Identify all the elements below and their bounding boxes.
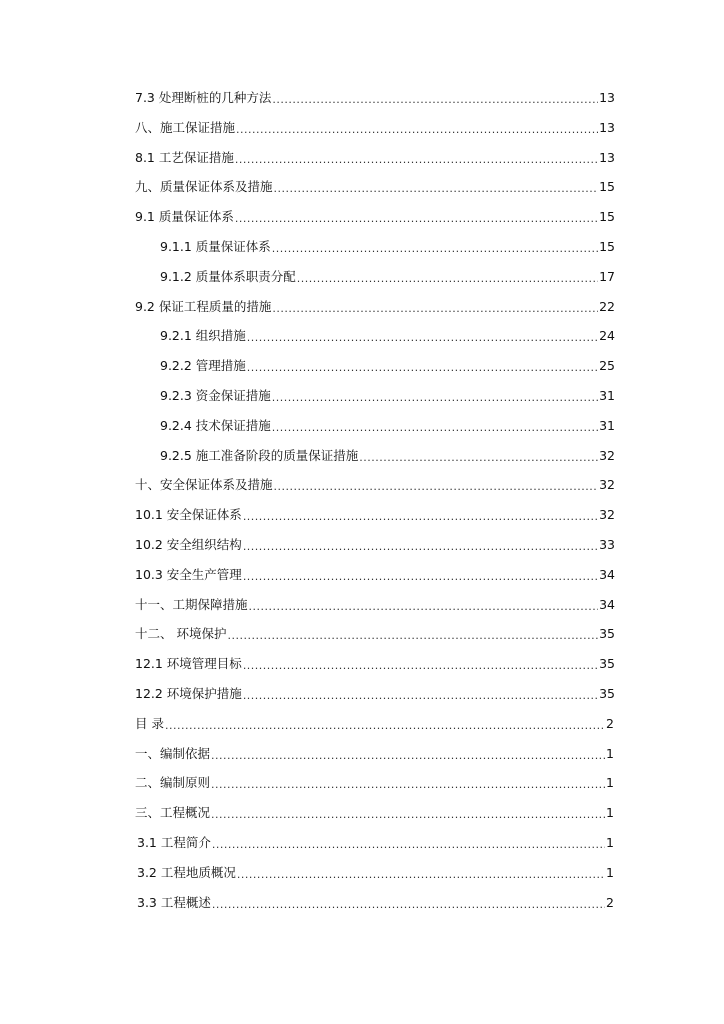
toc-entry-page-number: 1	[606, 745, 614, 761]
toc-dot-leader	[272, 93, 598, 106]
toc-entry[interactable]	[135, 682, 615, 704]
toc-entry[interactable]	[135, 771, 614, 793]
toc-entry-title: 9.2.5 施工准备阶段的质量保证措施	[160, 448, 359, 463]
toc-entry-page-number: 34	[599, 596, 615, 612]
toc-entry-title: 3.1 工程简介	[137, 835, 211, 850]
toc-entry-page-number: 13	[599, 149, 615, 165]
toc-entry-page-number: 13	[599, 89, 615, 105]
toc-entry-page-number: 15	[599, 208, 615, 224]
toc-entry[interactable]	[135, 146, 615, 168]
toc-dot-leader	[211, 749, 605, 762]
toc-entry-page-number: 1	[606, 864, 614, 880]
toc-entry-page-number: 2	[606, 894, 614, 910]
toc-entry-page-number: 15	[599, 178, 615, 194]
toc-dot-leader	[243, 540, 598, 553]
toc-entry[interactable]	[135, 503, 615, 525]
toc-dot-leader	[211, 808, 605, 821]
toc-entry[interactable]	[137, 861, 614, 883]
toc-entry-page-number: 22	[599, 298, 615, 314]
toc-entry[interactable]	[135, 205, 615, 227]
toc-entry-title: 八、施工保证措施	[135, 120, 236, 135]
toc-entry-title: 9.2 保证工程质量的措施	[135, 299, 272, 314]
toc-entry-title: 三、工程概况	[135, 805, 211, 820]
toc-entry[interactable]	[135, 652, 615, 674]
toc-dot-leader	[247, 331, 598, 344]
toc-entry-title: 十二、 环境保护	[135, 626, 227, 641]
toc-entry[interactable]	[160, 384, 615, 406]
toc-entry-title: 12.1 环境管理目标	[135, 656, 242, 671]
toc-entry-page-number: 25	[599, 357, 615, 373]
toc-dot-leader	[249, 600, 599, 613]
toc-entry-page-number: 17	[599, 268, 615, 284]
toc-entry-page-number: 34	[599, 566, 615, 582]
toc-entry[interactable]	[135, 116, 615, 138]
toc-dot-leader	[165, 719, 605, 732]
toc-entry-page-number: 31	[599, 417, 615, 433]
toc-entry[interactable]	[160, 265, 615, 287]
toc-entry-title: 9.2.3 资金保证措施	[160, 388, 271, 403]
toc-entry-title: 3.2 工程地质概况	[137, 865, 236, 880]
toc-entry[interactable]	[135, 473, 615, 495]
toc-entry[interactable]	[135, 533, 615, 555]
toc-entry-title: 10.1 安全保证体系	[135, 507, 242, 522]
toc-entry-page-number: 32	[599, 476, 615, 492]
toc-entry-page-number: 31	[599, 387, 615, 403]
toc-entry-page-number: 32	[599, 506, 615, 522]
toc-dot-leader	[227, 629, 598, 642]
toc-dot-leader	[297, 272, 598, 285]
toc-dot-leader	[272, 391, 598, 404]
toc-entry-page-number: 35	[599, 655, 615, 671]
toc-entry-page-number: 32	[599, 447, 615, 463]
toc-entry-page-number: 2	[606, 715, 614, 731]
toc-dot-leader	[243, 570, 598, 583]
toc-entry[interactable]	[160, 235, 615, 257]
toc-dot-leader	[212, 898, 605, 911]
toc-entry[interactable]	[137, 831, 614, 853]
toc-entry-title: 9.2.4 技术保证措施	[160, 418, 271, 433]
toc-entry-title: 十一、工期保障措施	[135, 597, 248, 612]
toc-dot-leader	[243, 659, 598, 672]
toc-entry-page-number: 1	[606, 774, 614, 790]
toc-entry[interactable]	[135, 742, 614, 764]
toc-entry-title: 10.2 安全组织结构	[135, 537, 242, 552]
toc-entry[interactable]	[160, 354, 615, 376]
toc-entry[interactable]	[135, 801, 614, 823]
toc-entry[interactable]	[135, 295, 615, 317]
toc-entry[interactable]	[135, 86, 615, 108]
toc-entry-title: 7.3 处理断桩的几种方法	[135, 90, 272, 105]
toc-dot-leader	[359, 451, 598, 464]
toc-entry-page-number: 1	[606, 804, 614, 820]
toc-entry[interactable]	[137, 891, 614, 913]
toc-dot-leader	[235, 212, 598, 225]
toc-dot-leader	[243, 689, 598, 702]
toc-dot-leader	[243, 510, 598, 523]
toc-entry-title: 九、质量保证体系及措施	[135, 179, 273, 194]
toc-entry-page-number: 13	[599, 119, 615, 135]
toc-entry[interactable]	[160, 324, 615, 346]
toc-dot-leader	[247, 361, 598, 374]
toc-dot-leader	[272, 242, 598, 255]
toc-entry-title: 3.3 工程概述	[137, 895, 211, 910]
toc-entry-title: 10.3 安全生产管理	[135, 567, 242, 582]
toc-entry-page-number: 15	[599, 238, 615, 254]
toc-entry-title: 9.1 质量保证体系	[135, 209, 234, 224]
toc-entry-page-number: 35	[599, 625, 615, 641]
toc-entry-page-number: 33	[599, 536, 615, 552]
toc-entry[interactable]	[135, 622, 615, 644]
toc-entry-title: 12.2 环境保护措施	[135, 686, 242, 701]
toc-entry-title: 9.2.1 组织措施	[160, 328, 246, 343]
toc-dot-leader	[272, 421, 598, 434]
toc-entry-title: 十、安全保证体系及措施	[135, 477, 273, 492]
toc-entry[interactable]	[135, 593, 615, 615]
toc-entry-title: 9.2.2 管理措施	[160, 358, 246, 373]
toc-entry-page-number: 1	[606, 834, 614, 850]
toc-entry[interactable]	[135, 175, 615, 197]
toc-dot-leader	[235, 153, 598, 166]
toc-entry-title: 目 录	[135, 716, 164, 731]
toc-entry[interactable]	[160, 444, 615, 466]
toc-dot-leader	[274, 480, 599, 493]
toc-entry-title: 一、编制依据	[135, 746, 211, 761]
toc-entry-title: 9.1.1 质量保证体系	[160, 239, 271, 254]
toc-dot-leader	[211, 778, 605, 791]
toc-dot-leader	[274, 182, 599, 195]
toc-entry-page-number: 24	[599, 327, 615, 343]
toc-entry-page-number: 35	[599, 685, 615, 701]
toc-entry[interactable]	[160, 414, 615, 436]
toc-entry-title: 8.1 工艺保证措施	[135, 150, 234, 165]
toc-dot-leader	[272, 302, 598, 315]
toc-entry-title: 二、编制原则	[135, 775, 211, 790]
toc-dot-leader	[236, 123, 598, 136]
toc-dot-leader	[237, 868, 605, 881]
toc-entry[interactable]	[135, 563, 615, 585]
toc-dot-leader	[212, 838, 605, 851]
toc-entry[interactable]	[135, 712, 614, 734]
toc-entry-title: 9.1.2 质量体系职责分配	[160, 269, 296, 284]
